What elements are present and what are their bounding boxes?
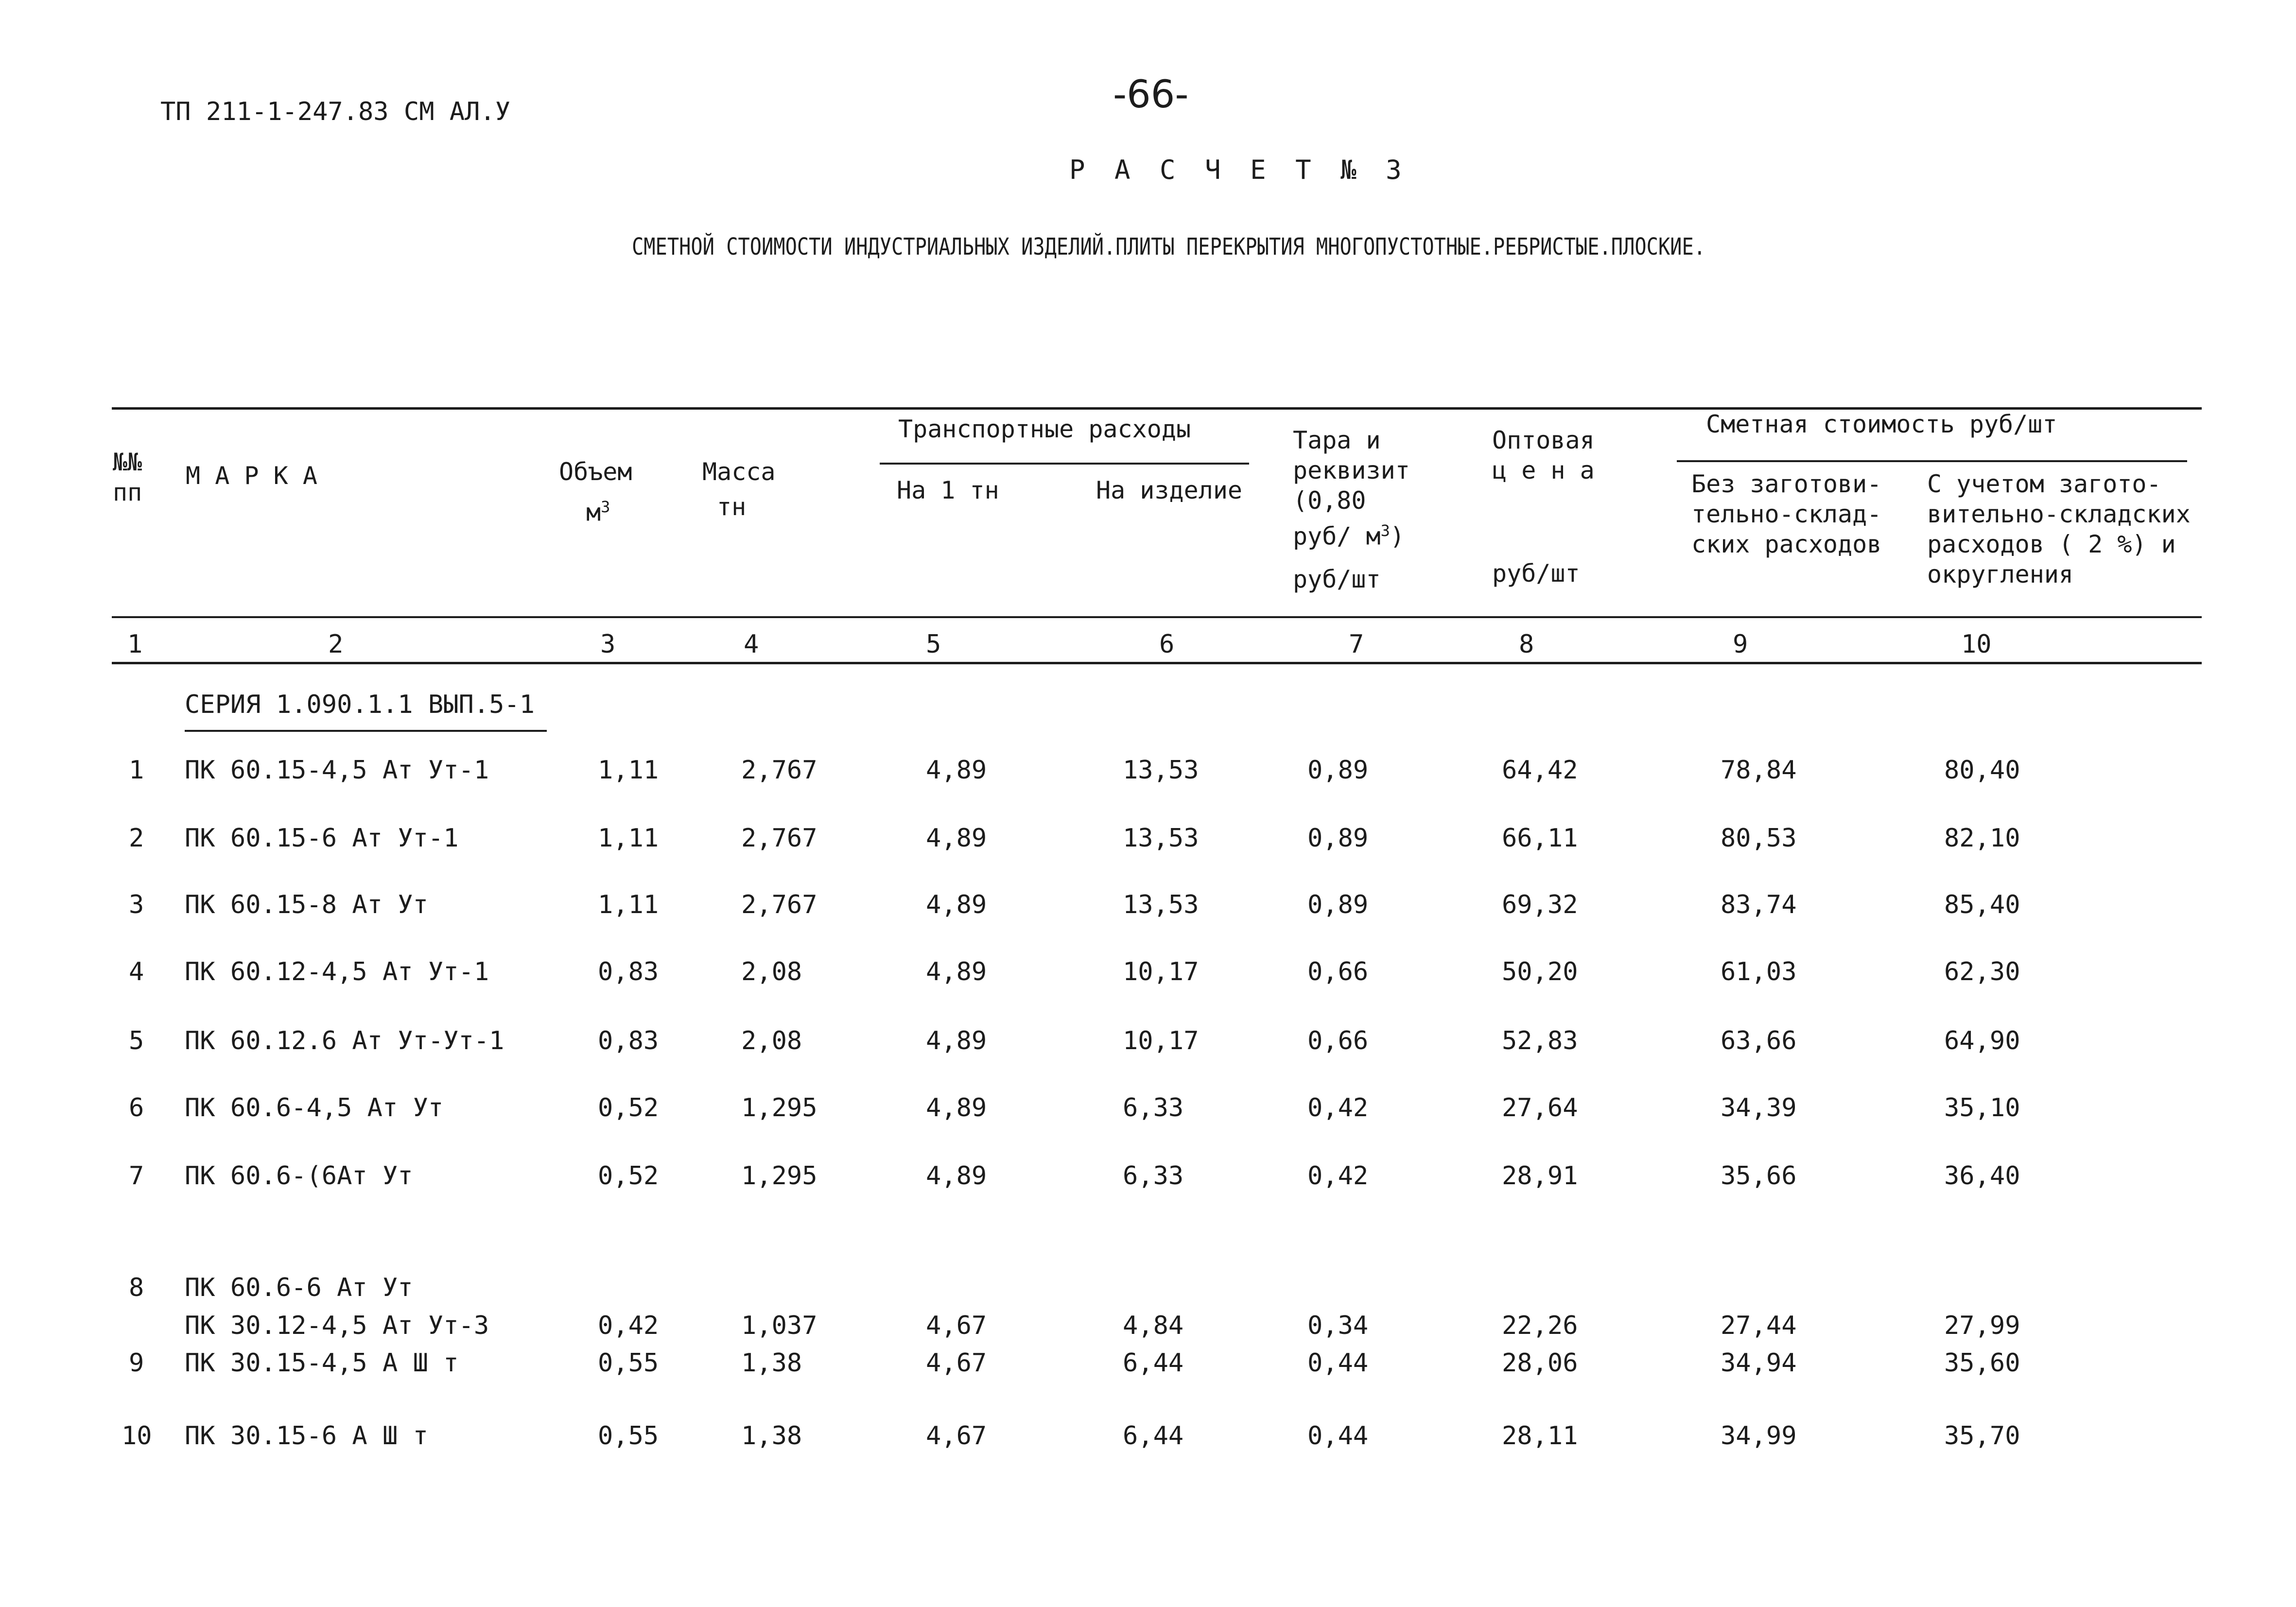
row-mark: ПК 30.15-4,5 А Ш т — [185, 1348, 459, 1378]
page-number: -66- — [1113, 73, 1189, 117]
row-transport-per-ton: 4,89 — [926, 756, 987, 785]
row-mass: 1,037 — [741, 1311, 818, 1340]
row-wholesale-price: 52,83 — [1502, 1026, 1578, 1055]
row-wholesale-price: 22,26 — [1502, 1311, 1578, 1340]
row-volume: 0,83 — [598, 1026, 659, 1055]
row-tara: 0,66 — [1307, 1026, 1369, 1055]
row-transport-per-ton: 4,67 — [926, 1421, 987, 1451]
row-volume: 1,11 — [598, 890, 659, 919]
row-cost-with-storage: 27,99 — [1944, 1311, 2020, 1340]
row-tara: 0,44 — [1307, 1348, 1369, 1378]
row-volume: 0,83 — [598, 957, 659, 986]
cost-group-rule — [1677, 460, 2187, 462]
row-cost-without-storage: 35,66 — [1721, 1161, 1797, 1191]
row-number: 8 — [129, 1273, 144, 1302]
row-mass: 2,767 — [741, 890, 818, 919]
row-number: 1 — [129, 756, 144, 785]
calculation-subtitle: СМЕТНОЙ СТОИМОСТИ ИНДУСТРИАЛЬНЫХ ИЗДЕЛИЙ.ПЛИТЫ ПЕРЕКРЫТИЯ МНОГОПУСТОТНЫЕ.РЕБРИСТЫЕ.ПЛОСКИЕ. — [632, 233, 1706, 260]
row-mass: 2,767 — [741, 756, 818, 785]
row-transport-per-item: 10,17 — [1123, 957, 1199, 986]
column-numbers-bottom-rule — [112, 662, 2202, 664]
row-mass: 2,08 — [741, 1026, 802, 1055]
header-price: Оптовая ц е н а руб/шт — [1492, 426, 1595, 588]
row-transport-per-ton: 4,89 — [926, 957, 987, 986]
row-number: 6 — [129, 1093, 144, 1123]
row-number: 2 — [129, 824, 144, 853]
row-cost-without-storage: 83,74 — [1721, 890, 1797, 919]
row-mass: 1,38 — [741, 1348, 802, 1378]
row-mark: ПК 60.15-6 Ат Ут-1 — [185, 824, 459, 853]
row-volume: 1,11 — [598, 756, 659, 785]
row-tara: 0,89 — [1307, 890, 1369, 919]
row-mark: ПК 60.12.6 Ат Ут-Ут-1 — [185, 1026, 504, 1055]
row-transport-per-item: 10,17 — [1123, 1026, 1199, 1055]
row-cost-with-storage: 35,10 — [1944, 1093, 2020, 1123]
column-number: 6 — [1159, 630, 1175, 659]
row-mark: ПК 30.15-6 А Ш т — [185, 1421, 428, 1451]
row-tara: 0,42 — [1307, 1093, 1369, 1123]
row-mark: ПК 60.15-8 Ат Ут — [185, 890, 428, 919]
row-wholesale-price: 50,20 — [1502, 957, 1578, 986]
header-transport: Транспортные расходы — [898, 415, 1191, 443]
row-transport-per-ton: 4,67 — [926, 1311, 987, 1340]
header-tara: Тара и реквизит (0,80 руб/ $м^3$) руб/шт — [1293, 426, 1410, 593]
series-label: СЕРИЯ 1.090.1.1 ВЫП.5-1 — [185, 690, 535, 719]
row-volume: 0,42 — [598, 1311, 659, 1340]
row-transport-per-item: 13,53 — [1123, 756, 1199, 785]
row-number: 3 — [129, 890, 144, 919]
column-number: 7 — [1349, 630, 1364, 659]
row-volume: 0,52 — [598, 1093, 659, 1123]
row-cost-with-storage: 64,90 — [1944, 1026, 2020, 1055]
row-mass: 2,08 — [741, 957, 802, 986]
row-number: 10 — [122, 1421, 152, 1451]
column-number: 8 — [1519, 630, 1534, 659]
row-transport-per-ton: 4,89 — [926, 1161, 987, 1191]
row-mark: ПК 60.12-4,5 Ат Ут-1 — [185, 957, 489, 986]
row-tara: 0,44 — [1307, 1421, 1369, 1451]
row-number: 4 — [129, 957, 144, 986]
row-mark-second-line: ПК 30.12-4,5 Ат Ут-3 — [185, 1311, 489, 1340]
row-cost-with-storage: 35,60 — [1944, 1348, 2020, 1378]
row-wholesale-price: 28,06 — [1502, 1348, 1578, 1378]
header-cost: Сметная стоимость руб/шт — [1706, 410, 2057, 438]
row-mass: 1,295 — [741, 1093, 818, 1123]
row-number: 9 — [129, 1348, 144, 1378]
header-num: №№ пп — [113, 448, 142, 506]
header-volume: Объем $м^3$ — [559, 458, 632, 527]
row-cost-without-storage: 34,94 — [1721, 1348, 1797, 1378]
row-volume: 0,55 — [598, 1421, 659, 1451]
header-cost-without-storage: Без заготови- тельно-склад- ских расходов — [1691, 470, 1882, 558]
row-cost-without-storage: 63,66 — [1721, 1026, 1797, 1055]
row-mass: 2,767 — [741, 824, 818, 853]
header-cost-with-storage: С учетом загото- вительно-складских расходов ( 2 %) и округления — [1927, 470, 2191, 588]
row-mass: 1,38 — [741, 1421, 802, 1451]
row-mark: ПК 60.6-(6Ат Ут — [185, 1161, 413, 1191]
column-number: 4 — [744, 630, 759, 659]
row-mark: ПК 60.6-6 Ат Ут — [185, 1273, 413, 1302]
row-tara: 0,66 — [1307, 957, 1369, 986]
row-transport-per-item: 6,33 — [1123, 1161, 1184, 1191]
row-transport-per-ton: 4,89 — [926, 890, 987, 919]
row-transport-per-item: 13,53 — [1123, 824, 1199, 853]
header-transport-per-item: На изделие — [1096, 476, 1243, 504]
row-volume: 0,55 — [598, 1348, 659, 1378]
row-wholesale-price: 28,91 — [1502, 1161, 1578, 1191]
column-number: 5 — [926, 630, 941, 659]
row-transport-per-item: 13,53 — [1123, 890, 1199, 919]
transport-group-rule — [880, 463, 1249, 465]
row-transport-per-item: 4,84 — [1123, 1311, 1184, 1340]
row-cost-without-storage: 78,84 — [1721, 756, 1797, 785]
row-cost-with-storage: 62,30 — [1944, 957, 2020, 986]
row-cost-with-storage: 80,40 — [1944, 756, 2020, 785]
row-cost-without-storage: 80,53 — [1721, 824, 1797, 853]
row-transport-per-ton: 4,89 — [926, 1026, 987, 1055]
document-code: ТП 211-1-247.83 СМ АЛ.У — [160, 97, 511, 126]
column-number: 10 — [1961, 630, 1992, 659]
row-number: 5 — [129, 1026, 144, 1055]
column-number: 2 — [328, 630, 344, 659]
header-transport-per-ton: На 1 тн — [897, 476, 999, 504]
row-mark: ПК 60.15-4,5 Ат Ут-1 — [185, 756, 489, 785]
calculation-title: Р А С Ч Е Т № 3 — [1069, 155, 1409, 185]
row-cost-with-storage: 36,40 — [1944, 1161, 2020, 1191]
row-mass: 1,295 — [741, 1161, 818, 1191]
row-volume: 0,52 — [598, 1161, 659, 1191]
row-cost-without-storage: 61,03 — [1721, 957, 1797, 986]
column-number: 3 — [600, 630, 616, 659]
row-wholesale-price: 27,64 — [1502, 1093, 1578, 1123]
row-transport-per-item: 6,33 — [1123, 1093, 1184, 1123]
row-wholesale-price: 69,32 — [1502, 890, 1578, 919]
header-mark: М А Р К А — [186, 462, 317, 490]
row-transport-per-ton: 4,89 — [926, 824, 987, 853]
row-number: 7 — [129, 1161, 144, 1191]
header-bottom-rule — [112, 616, 2202, 618]
row-cost-with-storage: 82,10 — [1944, 824, 2020, 853]
row-wholesale-price: 64,42 — [1502, 756, 1578, 785]
row-cost-with-storage: 85,40 — [1944, 890, 2020, 919]
row-wholesale-price: 28,11 — [1502, 1421, 1578, 1451]
row-volume: 1,11 — [598, 824, 659, 853]
row-wholesale-price: 66,11 — [1502, 824, 1578, 853]
series-underline — [185, 730, 547, 732]
row-tara: 0,42 — [1307, 1161, 1369, 1191]
row-tara: 0,34 — [1307, 1311, 1369, 1340]
row-transport-per-item: 6,44 — [1123, 1348, 1184, 1378]
row-tara: 0,89 — [1307, 756, 1369, 785]
row-transport-per-ton: 4,67 — [926, 1348, 987, 1378]
column-number: 9 — [1733, 630, 1748, 659]
row-transport-per-ton: 4,89 — [926, 1093, 987, 1123]
row-tara: 0,89 — [1307, 824, 1369, 853]
column-number: 1 — [127, 630, 143, 659]
row-cost-without-storage: 34,39 — [1721, 1093, 1797, 1123]
row-cost-without-storage: 34,99 — [1721, 1421, 1797, 1451]
row-transport-per-item: 6,44 — [1123, 1421, 1184, 1451]
header-mass: Масса тн — [702, 458, 776, 521]
row-cost-with-storage: 35,70 — [1944, 1421, 2020, 1451]
row-cost-without-storage: 27,44 — [1721, 1311, 1797, 1340]
row-mark: ПК 60.6-4,5 Ат Ут — [185, 1093, 444, 1123]
